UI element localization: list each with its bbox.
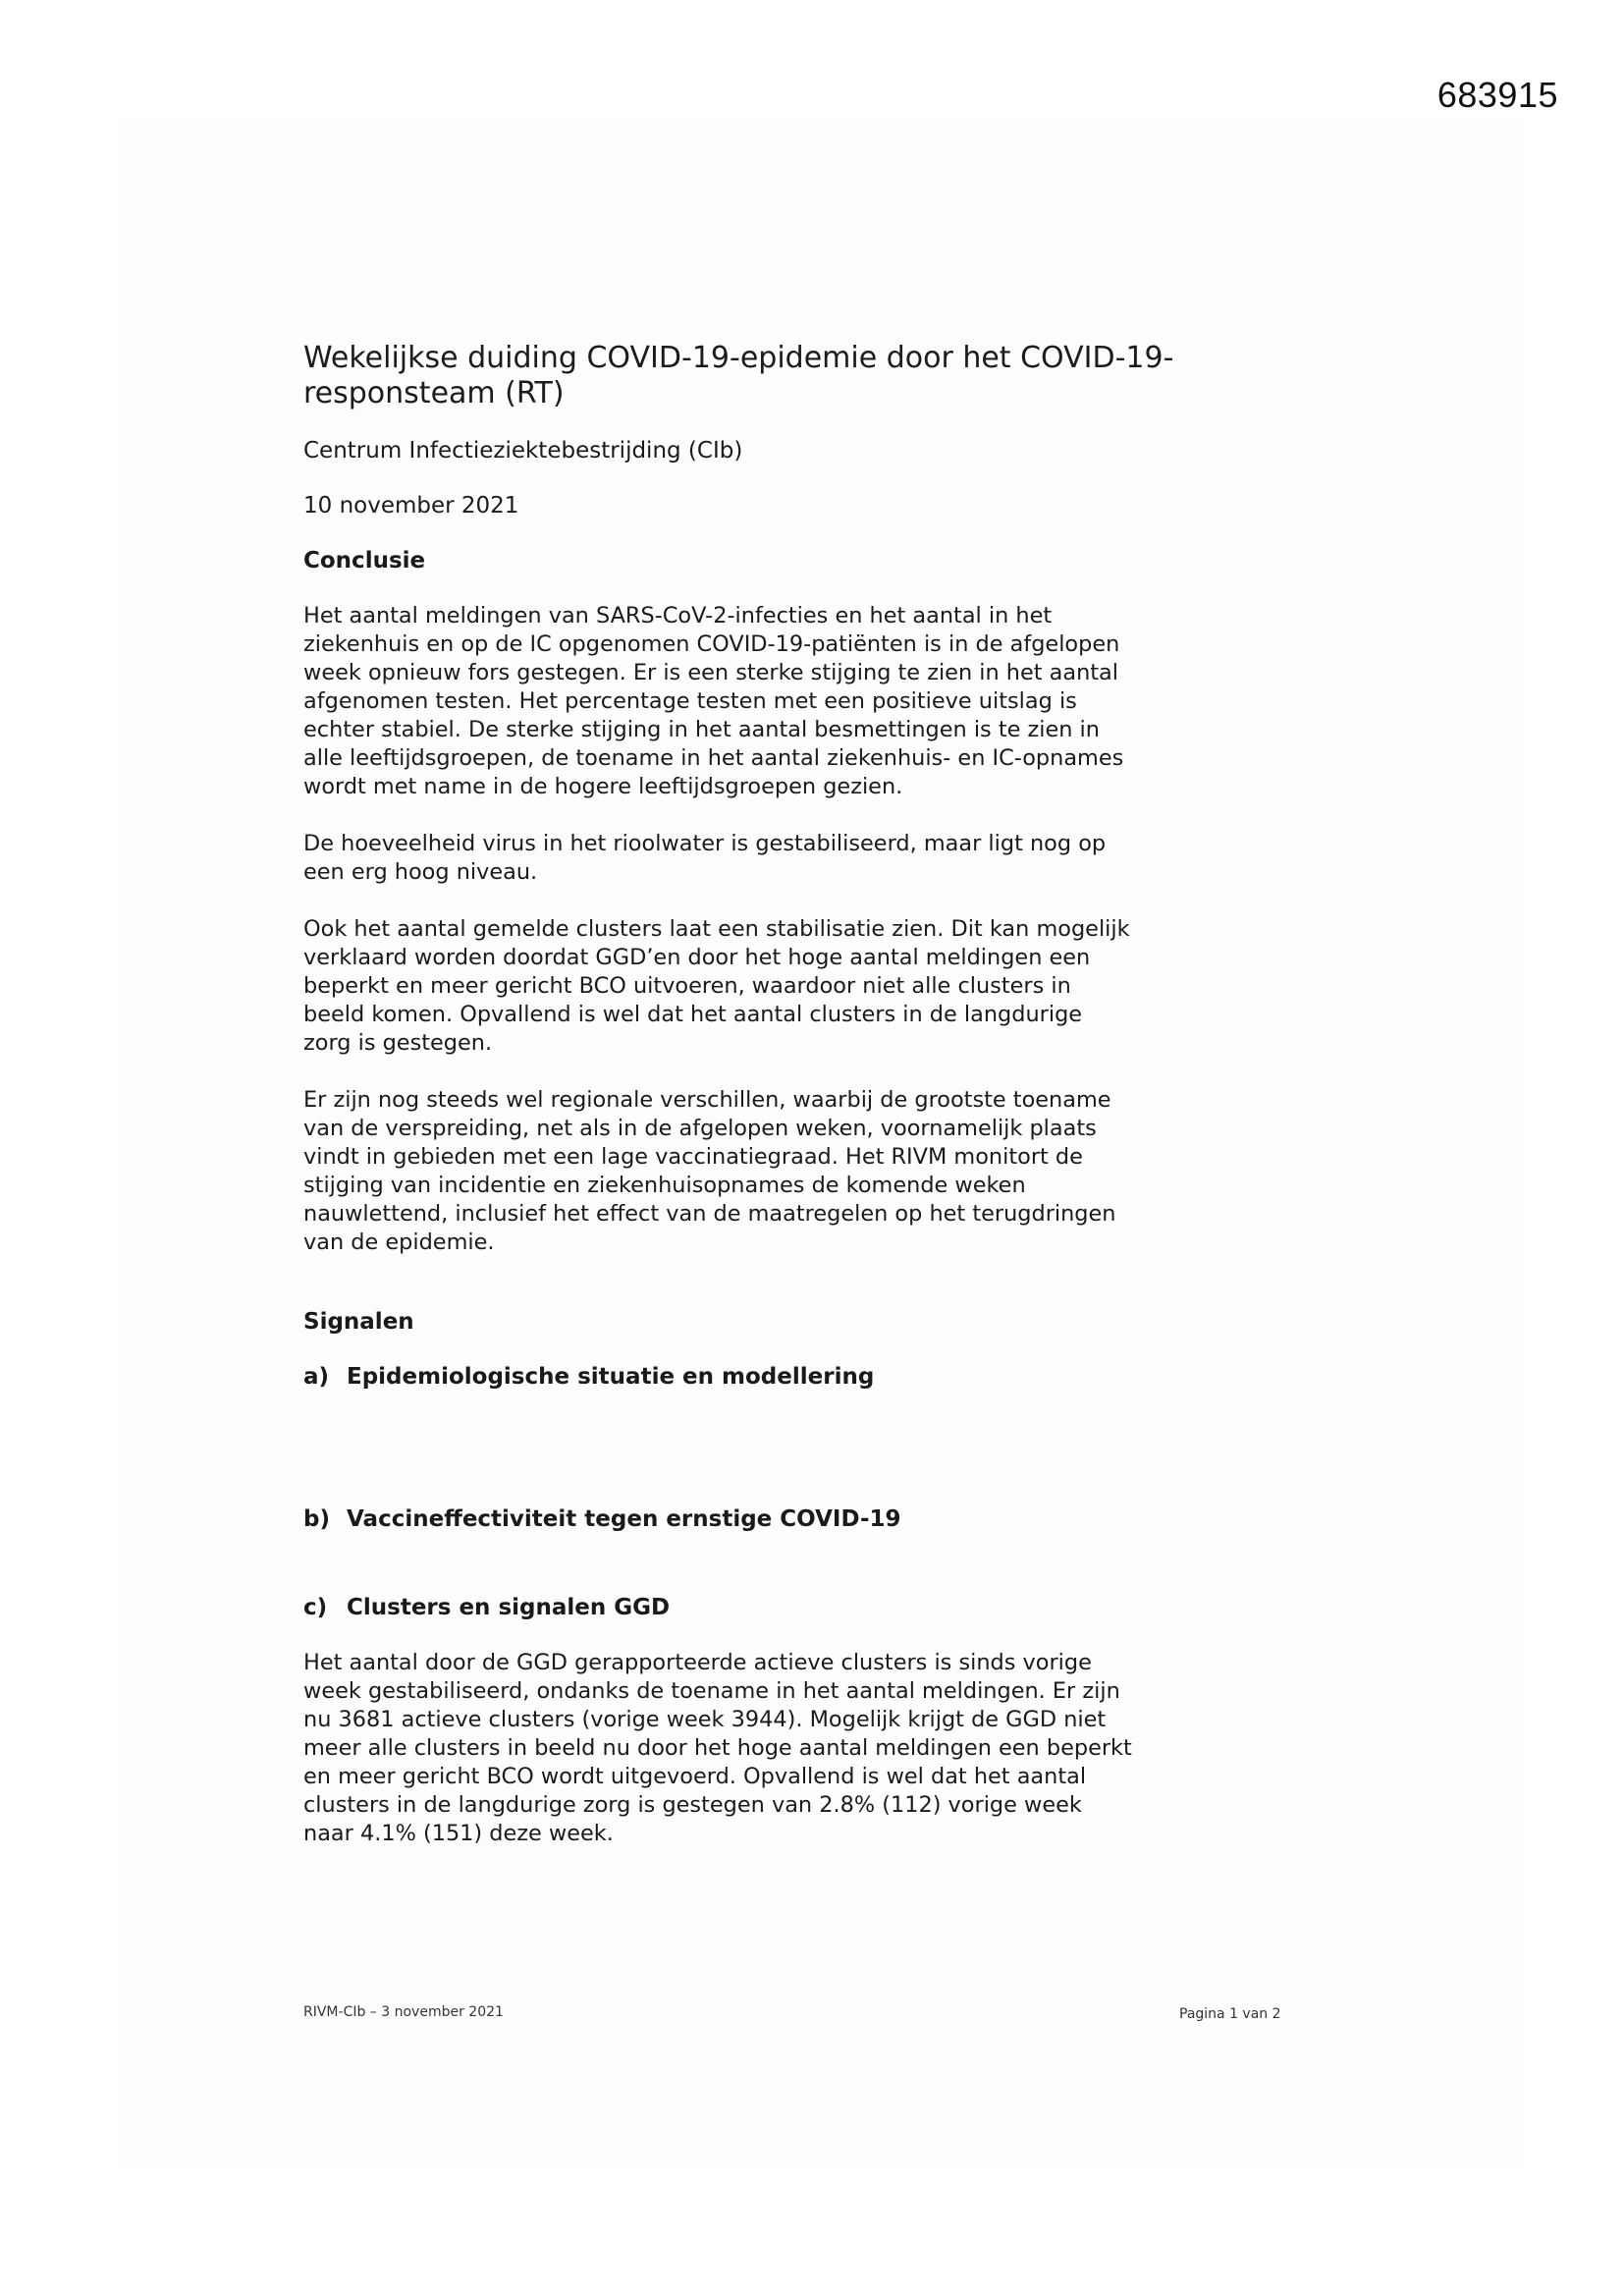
paragraph-line: alle leeftijdsgroepen, de toename in het aantal ziekenhuis- en IC-opnames [303,745,1124,771]
paragraph-line: week opnieuw fors gestegen. Er is een sterke stijging te zien in het aantal [303,660,1118,685]
paragraph-line: Het aantal door de GGD gerapporteerde actieve clusters is sinds vorige [303,1650,1092,1675]
paragraph-line: De hoeveelheid virus in het rioolwater is gestabiliseerd, maar ligt nog op [303,831,1107,856]
section-title: Vaccineffectiviteit tegen ernstige COVID-19 [347,1506,901,1532]
paragraph-line: naar 4.1% (151) deze week. [303,1821,614,1846]
body-paragraph [303,915,1207,1058]
section-letter: b) [303,1506,330,1532]
paragraph-line: en meer gericht BCO wordt uitgevoerd. Opvallend is wel dat het aantal [303,1764,1087,1789]
paragraph-line: beeld komen. Opvallend is wel dat het aantal clusters in de langdurige [303,1002,1083,1027]
paragraph-line: beperkt en meer gericht BCO uitvoeren, waardoor niet alle clusters in [303,973,1071,999]
footer-page-number: Pagina 1 van 2 [1179,2006,1281,2022]
paragraph-line: ziekenhuis en op de IC opgenomen COVID-19-patiënten is in de afgelopen [303,631,1120,657]
section-heading-b [303,1505,1207,1533]
footer-left-text: RIVM-CIb – 3 november 2021 [303,2004,504,2020]
section-letter: c) [303,1595,328,1620]
conclusie-heading: Conclusie [303,548,426,574]
paragraph-line: Het aantal meldingen van SARS-CoV-2-infecties en het aantal in het [303,603,1053,629]
document-date: 10 november 2021 [303,493,519,519]
section-heading-c [303,1594,1207,1621]
document-title-line-2: responsteam (RT) [303,376,565,410]
paragraph-line: wordt met name in de hogere leeftijdsgroepen gezien. [303,774,903,799]
body-paragraph [303,830,1207,887]
body-paragraph [303,602,1207,801]
section-title: Clusters en signalen GGD [347,1595,671,1620]
paragraph-line: vindt in gebieden met een lage vaccinatiegraad. Het RIVM monitort de [303,1144,1083,1170]
paragraph-line: nauwlettend, inclusief het effect van de maatregelen op het terugdringen [303,1201,1116,1227]
body-paragraph [303,1649,1207,1848]
paragraph-line: clusters in de langdurige zorg is gestegen van 2.8% (112) vorige week [303,1792,1082,1818]
paragraph-line: week gestabiliseerd, ondanks de toename in het aantal meldingen. Er zijn [303,1678,1120,1704]
clusters-body [303,1649,1207,1848]
document-id-number: 683915 [1436,75,1558,115]
paragraph-line: stijging van incidentie en ziekenhuisopnames de komende weken [303,1173,1026,1198]
paragraph-line: Er zijn nog steeds wel regionale verschillen, waarbij de grootste toename [303,1087,1111,1113]
section-heading-a [303,1363,1207,1391]
document-content [303,341,1207,1877]
paragraph-line: verklaard worden doordat GGD’en door het hoge aantal meldingen een [303,945,1091,970]
organization-name: Centrum Infectieziektebestrijding (CIb) [303,438,743,464]
body-paragraph [303,1086,1207,1257]
paragraph-line: Ook het aantal gemelde clusters laat een stabilisatie zien. Dit kan mogelijk [303,916,1130,942]
paragraph-line: van de epidemie. [303,1230,495,1255]
conclusie-body [303,602,1207,1257]
paragraph-line: echter stabiel. De sterke stijging in het aantal besmettingen is te zien in [303,717,1100,742]
paragraph-line: afgenomen testen. Het percentage testen met een positieve uitslag is [303,688,1077,714]
section-letter: a) [303,1364,330,1390]
paragraph-line: nu 3681 actieve clusters (vorige week 3944). Mogelijk krijgt de GGD niet [303,1707,1107,1732]
document-title [303,341,1207,411]
paragraph-line: een erg hoog niveau. [303,859,538,885]
signalen-heading: Signalen [303,1309,414,1335]
paragraph-line: meer alle clusters in beeld nu door het hoge aantal meldingen een beperkt [303,1735,1132,1761]
section-title: Epidemiologische situatie en modellering [347,1364,875,1390]
paragraph-line: zorg is gestegen. [303,1030,493,1056]
paragraph-line: van de verspreiding, net als in de afgelopen weken, voornamelijk plaats [303,1116,1097,1141]
document-title-line-1: Wekelijkse duiding COVID-19-epidemie door het COVID-19- [303,341,1174,375]
